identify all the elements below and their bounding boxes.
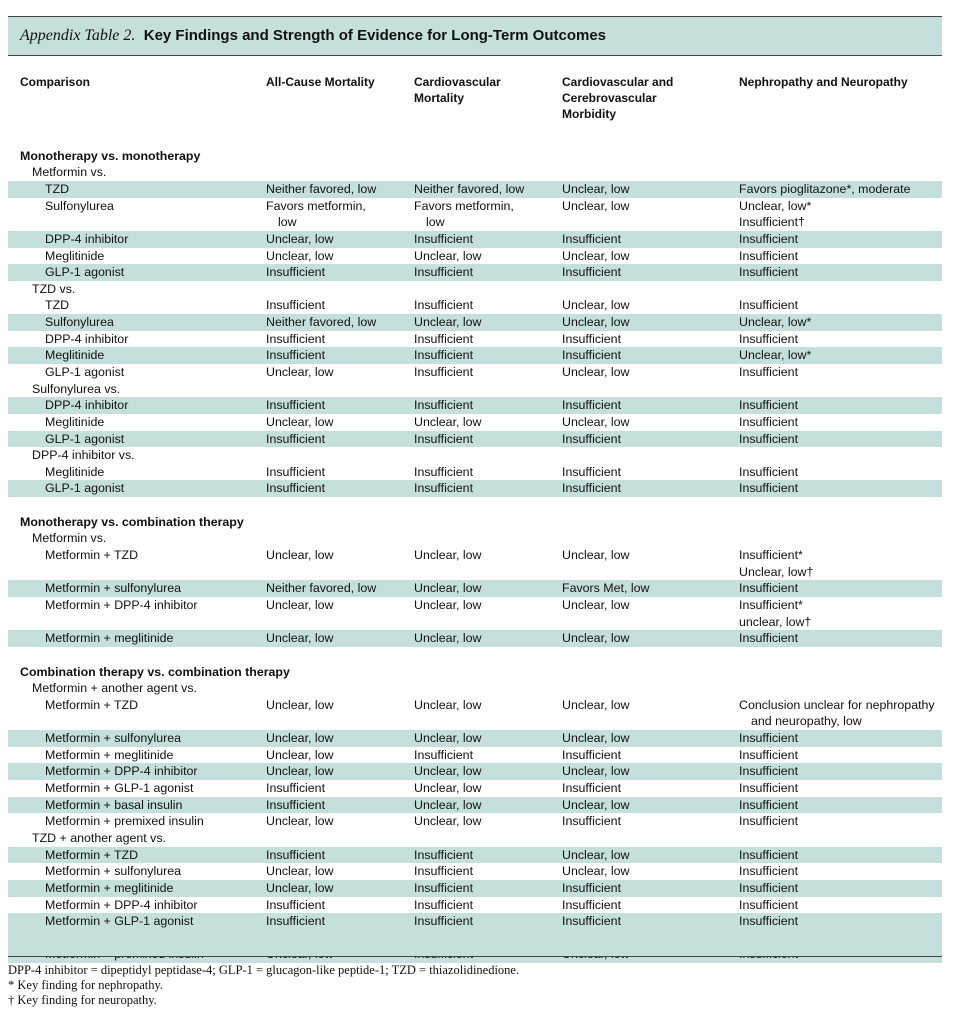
comparison-cell: Metformin + TZD — [45, 847, 139, 862]
value-cell: Insufficient — [562, 265, 622, 280]
value-cell: Unclear, low — [266, 864, 334, 879]
table-footnotes — [8, 963, 519, 1008]
comparison-cell: Metformin + meglitinide — [45, 631, 174, 646]
group-label: Sulfonylurea vs. — [32, 381, 121, 396]
value-cell: Insufficient — [739, 364, 799, 379]
value-cell: Insufficient — [414, 398, 474, 413]
comparison-cell: Metformin + GLP-1 agonist — [45, 781, 194, 796]
value-cell: Insufficient — [739, 797, 799, 812]
table-row — [8, 730, 942, 747]
comparison-cell: GLP-1 agonist — [45, 265, 125, 280]
comparison-cell: Meglitinide — [45, 464, 105, 479]
value-cell: Insufficient — [739, 398, 799, 413]
value-cell: Insufficient — [739, 481, 799, 496]
value-cell: Insufficient — [414, 431, 474, 446]
spacer-row — [8, 647, 942, 664]
table-row — [8, 797, 942, 814]
value-cell: Insufficient — [739, 731, 799, 746]
comparison-cell: Metformin + meglitinide — [45, 747, 174, 762]
value-cell: Unclear, low — [562, 797, 630, 812]
value-cell: Unclear, low — [266, 697, 334, 712]
footnote: * Key finding for nephropathy. — [8, 978, 164, 992]
value-cell: Unclear, low* — [739, 348, 812, 363]
value-cell: Insufficient — [266, 781, 326, 796]
value-cell: Insufficient — [739, 231, 799, 246]
footnote: DPP-4 inhibitor = dipeptidyl peptidase-4; GLP-1 = glucagon-like peptide-1; TZD = thiazolidinedione. — [8, 963, 520, 977]
group-row — [8, 680, 942, 697]
section-heading: Combination therapy vs. combination therapy — [20, 664, 290, 679]
comparison-cell: GLP-1 agonist — [45, 481, 125, 496]
comparison-cell: Metformin + DPP-4 inhibitor — [45, 597, 198, 612]
section-row — [8, 664, 942, 681]
value-cell: Insufficient — [562, 231, 622, 246]
value-cell: Insufficient — [414, 880, 474, 895]
column-header — [20, 74, 90, 90]
value-cell: Insufficient — [266, 331, 326, 346]
value-cell: Unclear, low — [414, 548, 482, 563]
value-cell: Insufficient* — [739, 548, 803, 563]
value-cell: Neither favored, low — [266, 181, 377, 196]
table-row — [8, 863, 942, 880]
table-row — [8, 431, 942, 448]
table-row — [8, 264, 942, 281]
value-cell: Unclear, low — [562, 248, 630, 263]
value-cell: Unclear, low — [562, 548, 630, 563]
value-cell: Unclear, low — [562, 198, 630, 213]
column-header-line: Cardiovascular — [414, 75, 501, 89]
value-cell: Insufficient — [562, 398, 622, 413]
value-cell: Insufficient — [414, 864, 474, 879]
table-title-text: Key Findings and Strength of Evidence for Long-Term Outcomes — [143, 27, 607, 44]
table-title — [20, 27, 606, 45]
table-label: Appendix Table 2. — [20, 27, 136, 44]
comparison-cell: Metformin + TZD — [45, 697, 139, 712]
table-header — [8, 74, 942, 124]
table-row — [8, 697, 942, 730]
comparison-cell: Meglitinide — [45, 414, 105, 429]
value-cell: Insufficient — [266, 298, 326, 313]
value-cell: Insufficient — [562, 331, 622, 346]
column-header-line: Nephropathy and Neuropathy — [739, 75, 908, 89]
column-header-line: Cardiovascular and — [562, 75, 674, 89]
value-cell: Unclear, low — [266, 764, 334, 779]
value-cell: Unclear, low — [562, 847, 630, 862]
table-row — [8, 181, 942, 198]
section-heading: Monotherapy vs. combination therapy — [20, 514, 244, 529]
value-cell: Insufficient — [266, 481, 326, 496]
comparison-cell: Meglitinide — [45, 348, 105, 363]
value-cell-continued: unclear, low† — [739, 614, 812, 629]
comparison-cell: Sulfonylurea — [45, 315, 114, 330]
value-cell: Unclear, low — [562, 597, 630, 612]
value-cell: Neither favored, low — [266, 581, 377, 596]
group-row — [8, 447, 942, 464]
value-cell: Insufficient — [562, 897, 622, 912]
table-row — [8, 880, 942, 897]
value-cell: Unclear, low — [562, 298, 630, 313]
value-cell: Insufficient — [739, 847, 799, 862]
value-cell: Insufficient — [266, 348, 326, 363]
table-row — [8, 198, 942, 231]
group-row — [8, 381, 942, 398]
value-cell: Insufficient* — [739, 597, 803, 612]
value-cell: Insufficient — [414, 481, 474, 496]
value-cell-continued: Insufficient† — [739, 215, 805, 230]
comparison-cell: Metformin + sulfonylurea — [45, 581, 182, 596]
table-row — [8, 480, 942, 497]
group-row — [8, 164, 942, 181]
group-label: Metformin + another agent vs. — [32, 681, 197, 696]
comparison-cell: GLP-1 agonist — [45, 364, 125, 379]
value-cell: Insufficient — [266, 265, 326, 280]
value-cell: Unclear, low — [414, 814, 482, 829]
value-cell: Unclear, low — [414, 631, 482, 646]
value-cell: Insufficient — [414, 265, 474, 280]
value-cell: Insufficient — [562, 464, 622, 479]
value-cell: Unclear, low — [414, 697, 482, 712]
column-header-line: Mortality — [414, 91, 465, 105]
column-header-line: Cerebrovascular — [562, 91, 657, 105]
table-body — [8, 131, 942, 963]
comparison-cell: Metformin + DPP-4 inhibitor — [45, 897, 198, 912]
value-cell: Unclear, low — [562, 731, 630, 746]
value-cell: Insufficient — [266, 797, 326, 812]
table-row — [8, 347, 942, 364]
group-label: Metformin vs. — [32, 165, 107, 180]
comparison-cell: DPP-4 inhibitor — [45, 331, 129, 346]
value-cell: Unclear, low — [266, 597, 334, 612]
column-header — [414, 74, 501, 106]
value-cell: Insufficient — [414, 348, 474, 363]
value-cell: Unclear, low — [414, 731, 482, 746]
value-cell: Unclear, low — [266, 814, 334, 829]
table-row — [8, 747, 942, 764]
column-header — [562, 74, 673, 122]
value-cell: Insufficient — [266, 897, 326, 912]
value-cell: Unclear, low — [266, 248, 334, 263]
table-row — [8, 297, 942, 314]
value-cell-continued: low — [426, 215, 445, 230]
column-header-line: Morbidity — [562, 107, 616, 121]
value-cell-continued: and neuropathy, low — [751, 714, 862, 729]
group-row — [8, 830, 942, 847]
spacer-row — [8, 131, 942, 148]
value-cell: Insufficient — [562, 481, 622, 496]
value-cell: Unclear, low — [266, 364, 334, 379]
value-cell: Insufficient — [739, 431, 799, 446]
value-cell: Insufficient — [266, 431, 326, 446]
comparison-cell: Sulfonylurea — [45, 198, 114, 213]
value-cell: Insufficient — [414, 914, 474, 929]
comparison-cell: Meglitinide — [45, 248, 105, 263]
value-cell: Insufficient — [739, 897, 799, 912]
value-cell: Insufficient — [739, 864, 799, 879]
value-cell: Unclear, low — [414, 248, 482, 263]
value-cell: Unclear, low — [266, 631, 334, 646]
group-row — [8, 530, 942, 547]
value-cell: Unclear, low — [562, 414, 630, 429]
value-cell: Insufficient — [414, 897, 474, 912]
value-cell: Insufficient — [266, 847, 326, 862]
value-cell: Insufficient — [266, 464, 326, 479]
table-row — [8, 780, 942, 797]
value-cell: Unclear, low — [562, 631, 630, 646]
column-header-line: Comparison — [20, 75, 91, 89]
value-cell: Insufficient — [562, 880, 622, 895]
table-row — [8, 813, 942, 830]
group-label: TZD + another agent vs. — [32, 830, 166, 845]
value-cell: Unclear, low — [562, 364, 630, 379]
value-cell: Unclear, low — [562, 181, 630, 196]
footnote: † Key finding for neuropathy. — [8, 993, 157, 1007]
table-row — [8, 763, 942, 780]
value-cell: Unclear, low — [562, 864, 630, 879]
value-cell: Unclear, low — [414, 597, 482, 612]
comparison-cell: GLP-1 agonist — [45, 431, 125, 446]
value-cell: Insufficient — [562, 914, 622, 929]
value-cell: Insufficient — [739, 631, 799, 646]
column-header — [739, 74, 908, 90]
value-cell: Unclear, low — [414, 414, 482, 429]
value-cell: Unclear, low* — [739, 198, 812, 213]
comparison-cell: DPP-4 inhibitor — [45, 231, 129, 246]
table-row — [8, 580, 942, 597]
table-row — [8, 547, 942, 580]
group-label: TZD vs. — [32, 281, 76, 296]
value-cell: Insufficient — [739, 265, 799, 280]
table-row — [8, 364, 942, 381]
value-cell: Unclear, low — [562, 315, 630, 330]
comparison-cell: TZD — [45, 181, 70, 196]
value-cell: Unclear, low — [414, 797, 482, 812]
value-cell: Insufficient — [739, 781, 799, 796]
value-cell: Insufficient — [266, 398, 326, 413]
comparison-cell: Metformin + sulfonylurea — [45, 864, 182, 879]
table-row — [8, 897, 942, 914]
value-cell: Insufficient — [562, 781, 622, 796]
value-cell: Insufficient — [739, 747, 799, 762]
value-cell: Conclusion unclear for nephropathy — [739, 697, 935, 712]
value-cell: Insufficient — [739, 914, 799, 929]
value-cell: Unclear, low — [266, 231, 334, 246]
value-cell: Insufficient — [739, 581, 799, 596]
value-cell: Insufficient — [739, 298, 799, 313]
value-cell: Unclear, low — [414, 781, 482, 796]
group-label: Metformin vs. — [32, 531, 107, 546]
column-header — [266, 74, 375, 90]
comparison-cell: DPP-4 inhibitor — [45, 398, 129, 413]
value-cell: Insufficient — [414, 847, 474, 862]
comparison-cell: Metformin + basal insulin — [45, 797, 183, 812]
comparison-cell: TZD — [45, 298, 70, 313]
value-cell: Insufficient — [739, 414, 799, 429]
table-row — [8, 331, 942, 348]
value-cell: Insufficient — [739, 880, 799, 895]
value-cell: Favors Met, low — [562, 581, 650, 596]
table-row — [8, 464, 942, 481]
value-cell: Insufficient — [739, 764, 799, 779]
column-header-line: All-Cause Mortality — [266, 75, 375, 89]
table-row — [8, 630, 942, 647]
comparison-cell: Metformin + GLP-1 agonist — [45, 914, 194, 929]
table-row — [8, 314, 942, 331]
value-cell: Insufficient — [414, 231, 474, 246]
value-cell: Insufficient — [414, 364, 474, 379]
value-cell: Unclear, low — [562, 764, 630, 779]
comparison-cell: Metformin + sulfonylurea — [45, 731, 182, 746]
section-heading: Monotherapy vs. monotherapy — [20, 148, 201, 163]
value-cell: Insufficient — [739, 331, 799, 346]
comparison-cell: Metformin + premixed insulin — [45, 814, 204, 829]
value-cell: Insufficient — [414, 747, 474, 762]
value-cell: Neither favored, low — [414, 181, 525, 196]
value-cell: Favors metformin, — [414, 198, 514, 213]
value-cell: Insufficient — [414, 298, 474, 313]
table-row — [8, 414, 942, 431]
value-cell: Unclear, low* — [739, 315, 812, 330]
section-row — [8, 514, 942, 531]
value-cell: Unclear, low — [266, 747, 334, 762]
table-title-bar — [8, 16, 942, 56]
section-row — [8, 148, 942, 165]
value-cell: Insufficient — [739, 248, 799, 263]
value-cell: Unclear, low — [562, 697, 630, 712]
table-row — [8, 397, 942, 414]
value-cell: Insufficient — [562, 814, 622, 829]
table-row — [8, 231, 942, 248]
value-cell: Neither favored, low — [266, 315, 377, 330]
value-cell: Favors pioglitazone*, moderate — [739, 181, 911, 196]
group-label: DPP-4 inhibitor vs. — [32, 448, 135, 463]
value-cell: Unclear, low — [414, 315, 482, 330]
value-cell: Insufficient — [414, 464, 474, 479]
value-cell-continued: Unclear, low† — [739, 564, 814, 579]
table-bottom-border — [8, 928, 942, 957]
value-cell: Unclear, low — [266, 414, 334, 429]
value-cell: Insufficient — [266, 914, 326, 929]
value-cell: Insufficient — [739, 814, 799, 829]
value-cell: Insufficient — [562, 747, 622, 762]
value-cell: Insufficient — [562, 431, 622, 446]
table-row — [8, 248, 942, 265]
value-cell: Unclear, low — [266, 548, 334, 563]
table-row — [8, 597, 942, 630]
value-cell: Unclear, low — [266, 880, 334, 895]
spacer-row — [8, 497, 942, 514]
value-cell: Unclear, low — [414, 764, 482, 779]
value-cell: Insufficient — [739, 464, 799, 479]
value-cell: Unclear, low — [414, 581, 482, 596]
value-cell-continued: low — [278, 215, 297, 230]
comparison-cell: Metformin + DPP-4 inhibitor — [45, 764, 198, 779]
value-cell: Insufficient — [414, 331, 474, 346]
comparison-cell: Metformin + TZD — [45, 548, 139, 563]
comparison-cell: Metformin + meglitinide — [45, 880, 174, 895]
table-row — [8, 847, 942, 864]
value-cell: Favors metformin, — [266, 198, 366, 213]
value-cell: Unclear, low — [266, 731, 334, 746]
group-row — [8, 281, 942, 298]
value-cell: Insufficient — [562, 348, 622, 363]
